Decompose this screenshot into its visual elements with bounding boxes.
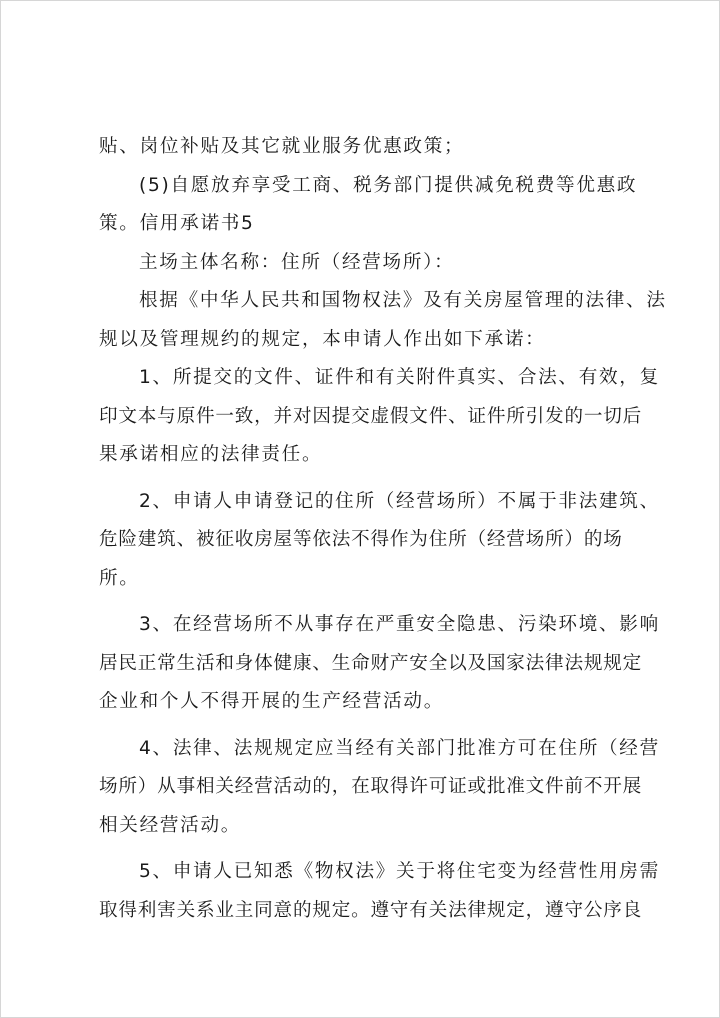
- paragraph-gap: [99, 475, 644, 483]
- text-line: 4、法律、法规规定应当经有关部门批准方可在住所（经营: [139, 737, 660, 759]
- text-line: 规以及管理规约的规定，本申请人作出如下承诺：: [99, 328, 546, 350]
- paragraph-gap: [99, 722, 644, 730]
- text-line: 贴、岗位补贴及其它就业服务优惠政策；: [99, 136, 465, 157]
- text-line: 所。: [99, 567, 140, 589]
- text-line: 取得利害关系业主同意的规定。遵守有关法律规定，遵守公序良: [99, 899, 643, 921]
- text-line: (5)自愿放弃享受工商、税务部门提供减免税费等优惠政: [139, 174, 638, 196]
- text-line: 居民正常生活和身体健康、生命财产安全以及国家法律法规规定: [99, 652, 643, 674]
- text-line: 相关经营活动。: [99, 814, 242, 836]
- text-line: 印文本与原件一致，并对因提交虚假文件、证件所引发的一切后: [99, 405, 643, 427]
- text-line: 主场主体名称：住所（经营场所）：: [139, 251, 455, 273]
- document-body: [99, 128, 667, 930]
- text-line: 场所）从事相关经营活动的，在取得许可证或批准文件前不开展: [99, 776, 643, 797]
- text-line: 3、在经营场所不从事存在严重安全隐患、污染环境、影响: [139, 614, 660, 635]
- text-line: 企业和个人不得开展的生产经营活动。: [99, 691, 444, 712]
- text-line: 策。信用承诺书5: [99, 213, 255, 234]
- paragraph-gap: [99, 845, 644, 853]
- text-line: 根据《中华人民共和国物权法》及有关房屋管理的法律、法: [139, 290, 667, 311]
- text-line: 1、所提交的文件、证件和有关附件真实、合法、有效，复: [139, 367, 660, 388]
- text-line: 危险建筑、被征收房屋等依法不得作为住所（经营场所）的场: [99, 529, 623, 550]
- text-line: 5、申请人已知悉《物权法》关于将住宅变为经营性用房需: [139, 861, 660, 882]
- text-line: 果承诺相应的法律责任。: [99, 444, 323, 465]
- paragraph-gap: [99, 598, 644, 606]
- text-line: 2、申请人申请登记的住所（经营场所）不属于非法建筑、: [139, 490, 660, 512]
